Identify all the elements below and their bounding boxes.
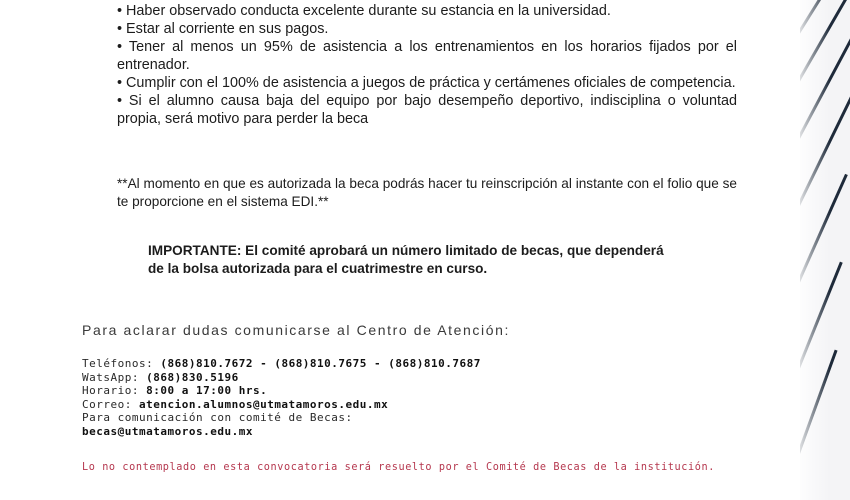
important-line-2: de la bolsa autorizada para el cuatrimestre en curso.	[148, 261, 488, 276]
hours-label: Horario:	[82, 384, 139, 397]
requirement-item: • Cumplir con el 100% de asistencia a juegos de práctica y certámenes oficiales de competencia.	[117, 75, 736, 91]
footer-disclaimer: Lo no contemplado en esta convocatoria será resuelto por el Comité de Becas de la institución.	[82, 462, 715, 473]
requirement-item: • Estar al corriente en sus pagos.	[117, 21, 329, 37]
contact-details	[82, 357, 782, 438]
phones-row	[82, 357, 782, 371]
phones-value: (868)810.7672 - (868)810.7675 - (868)810.7687	[160, 357, 481, 370]
requirement-item: • Haber observado conducta excelente durante su estancia en la universidad.	[117, 3, 611, 19]
committee-email-link[interactable]: becas@utmatamoros.edu.mx	[82, 424, 253, 438]
phones-label: Teléfonos:	[82, 357, 154, 370]
requirements-list	[117, 0, 737, 128]
contact-heading: Para aclarar dudas comunicarse al Centro de Atención:	[82, 322, 510, 338]
requirement-item	[117, 0, 737, 2]
reinscription-note: **Al momento en que es autorizada la beca podrás hacer tu reinscripción al instante con el folio que se te proporcione en el sistema EDI.**	[117, 176, 737, 209]
important-notice	[148, 242, 738, 278]
hours-row	[82, 384, 782, 398]
page-edge-shadow	[800, 0, 850, 500]
committee-label: Para comunicación con comité de Becas:	[82, 411, 353, 424]
whatsapp-label: WatsApp:	[82, 370, 139, 384]
requirement-item: • Si el alumno causa baja del equipo por bajo desempeño deportivo, indisciplina o voluntad propia, será motivo para perder la beca	[117, 93, 737, 127]
email-label: Correo:	[82, 397, 132, 411]
important-line-1: IMPORTANTE: El comité aprobará un número limitado de becas, que dependerá	[148, 243, 664, 258]
hours-value: 8:00 a 17:00 hrs.	[146, 384, 268, 397]
email-link[interactable]: atencion.alumnos@utmatamoros.edu.mx	[138, 397, 389, 411]
email-row	[82, 398, 782, 412]
whatsapp-value: (868)830.5196	[146, 370, 239, 384]
whatsapp-row	[82, 371, 782, 385]
requirement-item: • Tener al menos un 95% de asistencia a los entrenamientos en los horarios fijados por el entrenador.	[117, 39, 737, 73]
requirement-text	[117, 0, 360, 1]
